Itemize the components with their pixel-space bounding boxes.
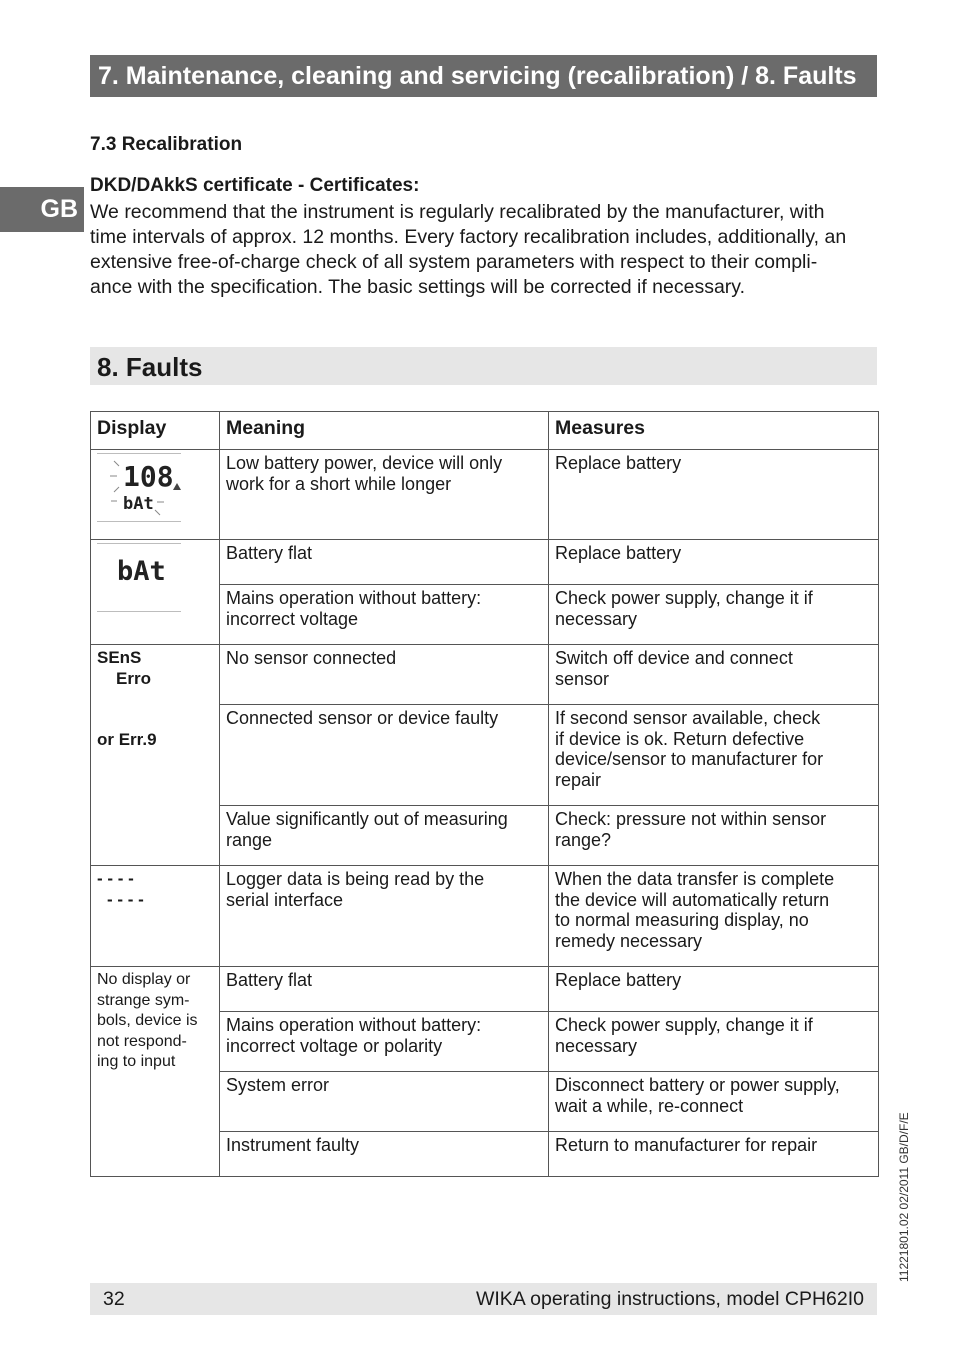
measures-cell bbox=[549, 1012, 879, 1072]
cell-line: sensor bbox=[555, 668, 610, 689]
display-line: bols, device is bbox=[97, 1012, 198, 1029]
meaning-cell bbox=[220, 967, 549, 1012]
cell-line: Replace battery bbox=[555, 970, 682, 990]
display-line: SEnS bbox=[97, 648, 142, 667]
cell-line: necessary bbox=[555, 608, 638, 629]
paragraph-line: extensive free-of-charge check of all system parameters with respect to their compli- bbox=[90, 251, 818, 273]
section-heading-recalibration: 7.3 Recalibration bbox=[90, 134, 243, 155]
table-row bbox=[91, 450, 879, 540]
footer-title: WIKA operating instructions, model CPH62I0 bbox=[475, 1288, 864, 1310]
meaning-cell bbox=[220, 705, 549, 806]
faults-heading: 8. Faults bbox=[90, 347, 877, 385]
lcd-battery-icon bbox=[97, 544, 181, 606]
certificate-title: DKD/DAkkS certificate - Certificates: bbox=[90, 175, 420, 196]
meaning-cell bbox=[220, 806, 549, 866]
display-line: No display or bbox=[97, 971, 191, 988]
column-header-measures: Measures bbox=[549, 412, 879, 450]
measures-cell bbox=[549, 585, 879, 645]
cell-line: wait a while, re-connect bbox=[555, 1095, 744, 1116]
cell-line: No sensor connected bbox=[226, 648, 397, 668]
measures-cell bbox=[549, 705, 879, 806]
cell-line: Battery flat bbox=[226, 970, 313, 990]
measures-cell bbox=[549, 1072, 879, 1132]
cell-line: device/sensor to manufacturer for bbox=[555, 749, 824, 769]
cell-line: Instrument faulty bbox=[226, 1135, 360, 1155]
cell-line: Connected sensor or device faulty bbox=[226, 708, 499, 728]
column-header-display: Display bbox=[91, 412, 220, 450]
lcd-value: bAt bbox=[117, 556, 166, 587]
display-line: not respond- bbox=[97, 1032, 187, 1050]
lcd-frame bbox=[97, 453, 181, 522]
measures-cell bbox=[549, 540, 879, 585]
cell-line: Return to manufacturer for repair bbox=[555, 1135, 818, 1155]
cell-line: When the data transfer is complete bbox=[555, 869, 835, 889]
document-code: 11221801.02 02/2011 GB/D/F/E bbox=[897, 1112, 911, 1282]
meaning-cell bbox=[220, 540, 549, 585]
cell-line: serial interface bbox=[226, 889, 344, 910]
display-no-display bbox=[91, 967, 220, 1177]
faults-table bbox=[90, 411, 879, 1177]
cell-line: incorrect voltage bbox=[226, 608, 359, 629]
cell-line: Switch off device and connect bbox=[555, 648, 793, 668]
cell-line: incorrect voltage or polarity bbox=[226, 1035, 443, 1056]
measures-cell bbox=[549, 450, 879, 540]
cell-line: Logger data is being read by the bbox=[226, 869, 485, 889]
cell-line: System error bbox=[226, 1075, 330, 1095]
cell-line: necessary bbox=[555, 1035, 638, 1056]
meaning-cell bbox=[220, 1012, 549, 1072]
cell-line: range? bbox=[555, 829, 612, 850]
meaning-cell bbox=[220, 585, 549, 645]
lcd-frame bbox=[97, 543, 181, 612]
display-line: strange sym- bbox=[97, 991, 190, 1009]
cell-line: Value significantly out of measuring bbox=[226, 809, 508, 829]
lcd-display-battery bbox=[91, 540, 220, 645]
display-line: Erro bbox=[116, 668, 151, 688]
meaning-cell bbox=[220, 645, 549, 705]
meaning-cell bbox=[220, 1072, 549, 1132]
cell-line: range bbox=[226, 829, 273, 850]
language-tab: GB bbox=[0, 187, 84, 232]
column-header-meaning: Meaning bbox=[220, 412, 549, 450]
cell-line: Disconnect battery or power supply, bbox=[555, 1075, 840, 1095]
chapter-header: 7. Maintenance, cleaning and servicing (recalibration) / 8. Faults bbox=[90, 55, 877, 97]
display-line: or Err.9 bbox=[97, 730, 157, 749]
page-number: 32 bbox=[103, 1288, 125, 1310]
cell-line: if device is ok. Return defective bbox=[555, 728, 805, 749]
cell-line: remedy necessary bbox=[555, 930, 703, 951]
cell-line: Mains operation without battery: bbox=[226, 1015, 482, 1035]
cell-line: repair bbox=[555, 769, 602, 790]
cell-line: If second sensor available, check bbox=[555, 708, 821, 728]
cell-line: the device will automatically return bbox=[555, 889, 830, 910]
measures-cell bbox=[549, 806, 879, 866]
meaning-cell bbox=[220, 1132, 549, 1177]
lcd-low-battery-icon bbox=[97, 454, 181, 516]
table-row bbox=[91, 540, 879, 585]
table-row bbox=[91, 967, 879, 1012]
page-footer bbox=[90, 1283, 877, 1315]
display-line: - - - - bbox=[107, 889, 144, 909]
cell-line: Low battery power, device will only bbox=[226, 453, 503, 473]
cell-line: to normal measuring display, no bbox=[555, 910, 809, 930]
display-dashes bbox=[91, 866, 220, 967]
table-row bbox=[91, 645, 879, 705]
cell-line: Check power supply, change it if bbox=[555, 588, 813, 608]
cell-line: Mains operation without battery: bbox=[226, 588, 482, 608]
paragraph-line: We recommend that the instrument is regularly recalibrated by the manufacturer, with bbox=[90, 201, 825, 223]
display-line: - - - - bbox=[97, 869, 134, 888]
meaning-cell bbox=[220, 866, 549, 967]
measures-cell bbox=[549, 866, 879, 967]
cell-line: work for a short while longer bbox=[226, 473, 452, 494]
lcd-sub: bAt bbox=[123, 494, 154, 514]
cell-line: Check: pressure not within sensor bbox=[555, 809, 827, 829]
cell-line: Check power supply, change it if bbox=[555, 1015, 813, 1035]
display-line: ing to input bbox=[97, 1053, 176, 1070]
measures-cell bbox=[549, 1132, 879, 1177]
measures-cell bbox=[549, 967, 879, 1012]
cell-line: Replace battery bbox=[555, 453, 682, 473]
paragraph-line: ance with the specification. The basic settings will be corrected if necessary. bbox=[90, 276, 746, 298]
cell-line: Battery flat bbox=[226, 543, 313, 563]
meaning-cell bbox=[220, 450, 549, 540]
recalibration-paragraph bbox=[90, 200, 885, 300]
cell-line: Replace battery bbox=[555, 543, 682, 563]
measures-cell bbox=[549, 645, 879, 705]
display-sens-error bbox=[91, 645, 220, 866]
lcd-value: 108 bbox=[123, 460, 174, 493]
table-header-row bbox=[91, 412, 879, 450]
table-row bbox=[91, 866, 879, 967]
lcd-display-low-battery bbox=[91, 450, 220, 540]
paragraph-line: time intervals of approx. 12 months. Every factory recalibration includes, additionally, an bbox=[90, 226, 847, 248]
